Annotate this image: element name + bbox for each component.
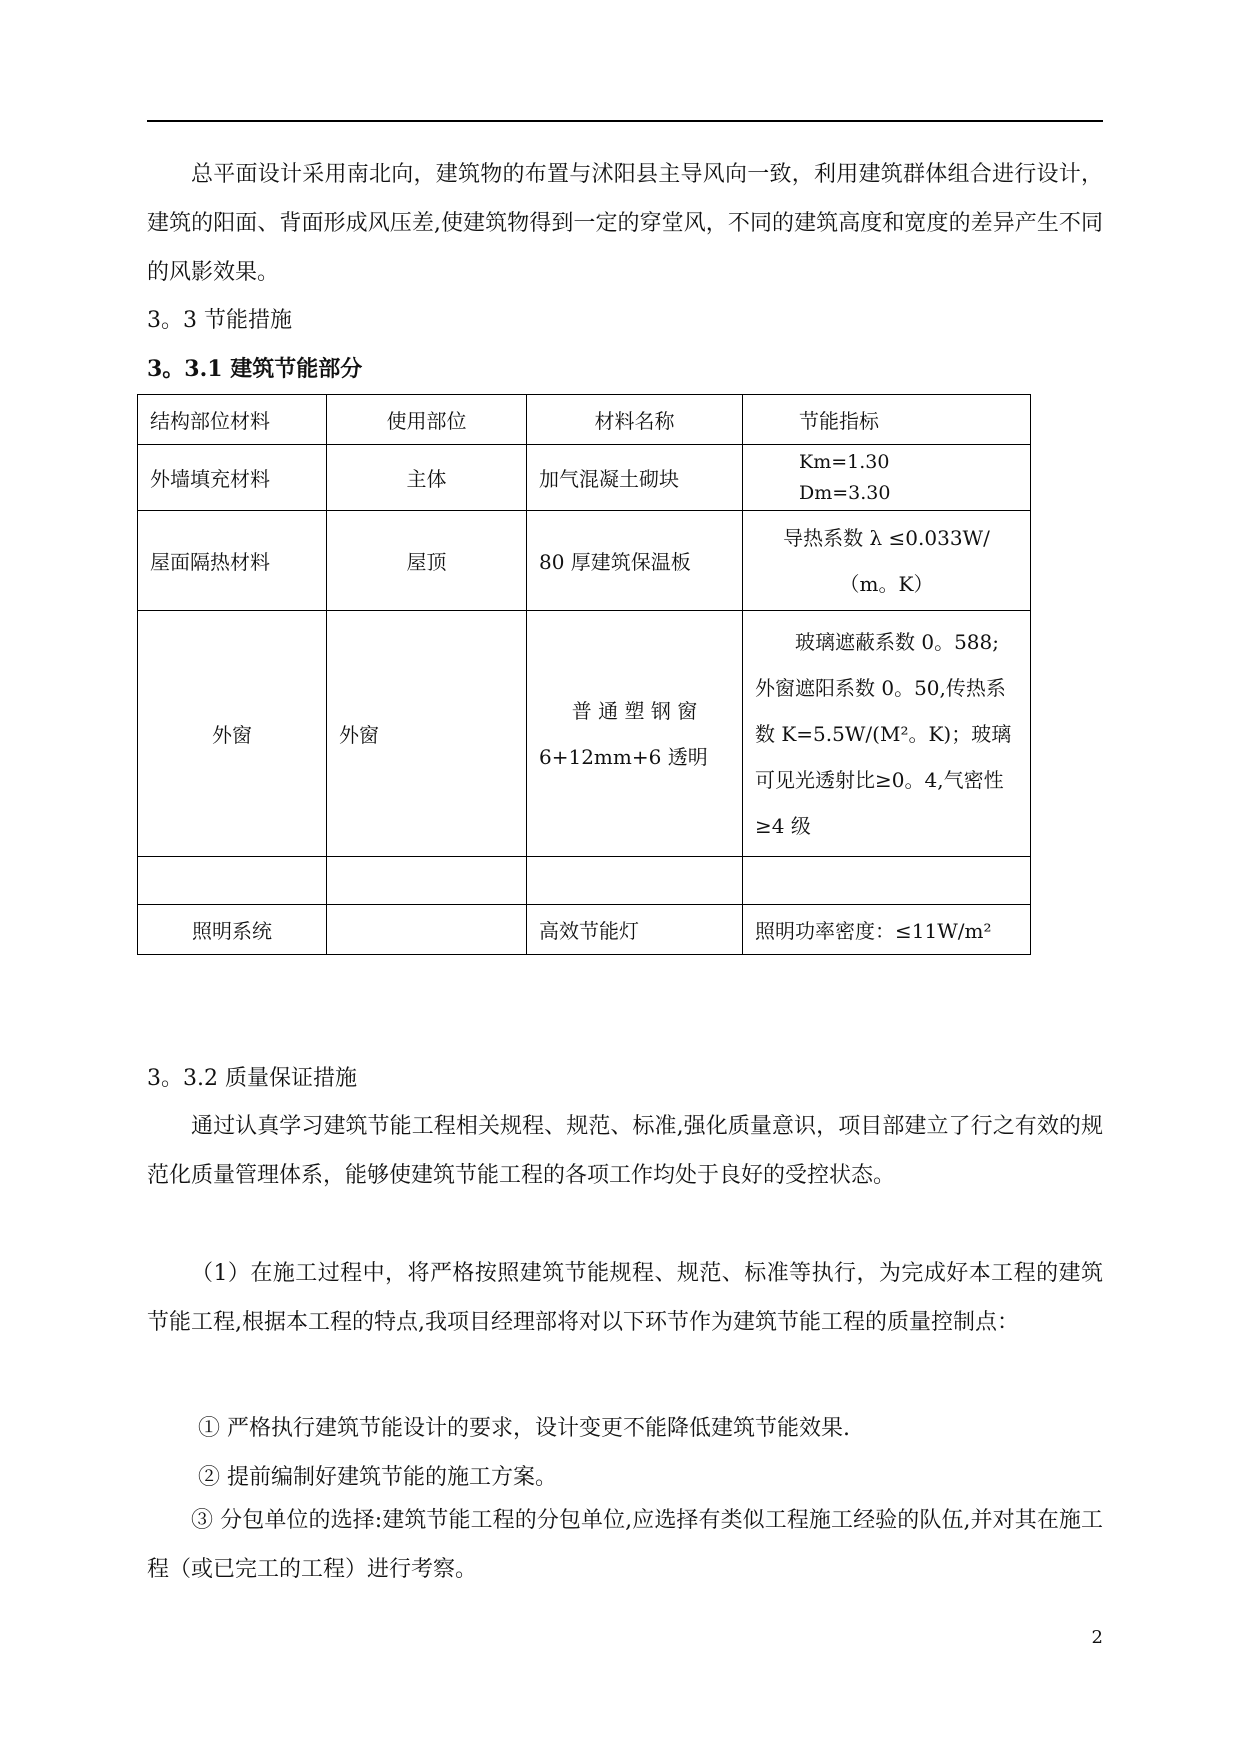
- table-cell: [527, 857, 743, 905]
- header-cell: 结构部位材料: [138, 395, 327, 445]
- index-line: Dm=3.30: [799, 481, 891, 504]
- header-rule: [147, 120, 1103, 122]
- table-cell: 照明系统: [138, 905, 327, 955]
- table-row: [138, 511, 1031, 611]
- list-item-3: ③ 分包单位的选择:建筑节能工程的分包单位,应选择有类似工程施工经验的队伍,并对其在施工程（或已完工的工程）进行考察。: [147, 1508, 1103, 1582]
- table-cell: [327, 857, 527, 905]
- table-cell: [743, 445, 1031, 511]
- table-cell: 照明功率密度：≤11W/m²: [743, 905, 1031, 955]
- table-row: [138, 611, 1031, 857]
- table-cell: [138, 857, 327, 905]
- table-cell: [527, 611, 743, 857]
- quality-paragraph: 通过认真学习建筑节能工程相关规程、规范、标准,强化质量意识，项目部建立了行之有效的规范化质量管理体系，能够使建筑节能工程的各项工作均处于良好的受控状态。: [147, 1114, 1103, 1188]
- table-cell: 高效节能灯: [527, 905, 743, 955]
- section-heading-3-3: 3。3 节能措施: [147, 308, 292, 333]
- list-item-1: ① 严格执行建筑节能设计的要求，设计变更不能降低建筑节能效果.: [198, 1416, 850, 1441]
- list-item-2: ② 提前编制好建筑节能的施工方案。: [198, 1465, 557, 1490]
- table-cell: 外窗: [327, 611, 527, 857]
- table-cell: 80 厚建筑保温板: [527, 511, 743, 611]
- page-number: 2: [1091, 1627, 1103, 1648]
- table-row: [138, 857, 1031, 905]
- point-1-paragraph: （1）在施工过程中，将严格按照建筑节能规程、规范、标准等执行，为完成好本工程的建筑节能工程,根据本工程的特点,我项目经理部将对以下环节作为建筑节能工程的质量控制点：: [147, 1261, 1103, 1335]
- table-cell: 外墙填充材料: [138, 445, 327, 511]
- table-cell: 屋顶: [327, 511, 527, 611]
- header-cell: 节能指标: [743, 395, 1031, 445]
- index-line: Km=1.30: [799, 450, 890, 473]
- header-cell: 材料名称: [527, 395, 743, 445]
- table-cell: [327, 905, 527, 955]
- table-cell: 主体: [327, 445, 527, 511]
- energy-saving-table: [137, 394, 1031, 955]
- table-cell: [743, 857, 1031, 905]
- index-line: （m。K）: [839, 571, 934, 596]
- intro-paragraph: 总平面设计采用南北向，建筑物的布置与沭阳县主导风向一致，利用建筑群体组合进行设计，建筑的阳面、背面形成风压差,使建筑物得到一定的穿堂风，不同的建筑高度和宽度的差异产生不同的风影效果。: [147, 162, 1103, 285]
- table-cell: [743, 511, 1031, 611]
- table-header-row: [138, 395, 1031, 445]
- material-line: 6+12mm+6 透明: [539, 744, 708, 769]
- table-cell: 玻璃遮蔽系数 0。588;外窗遮阳系数 0。50,传热系数 K=5.5W/(M²。K)；玻璃可见光透射比≥0。4,气密性≥4 级: [743, 611, 1031, 857]
- table-cell: 加气混凝土砌块: [527, 445, 743, 511]
- table-row: [138, 445, 1031, 511]
- section-heading-3-3-1: 3。3.1 建筑节能部分: [147, 356, 363, 382]
- table-cell: 屋面隔热材料: [138, 511, 327, 611]
- header-cell: 使用部位: [327, 395, 527, 445]
- table-row: [138, 905, 1031, 955]
- section-heading-3-3-2: 3。3.2 质量保证措施: [147, 1066, 357, 1091]
- material-line: 普 通 塑 钢 窗: [571, 698, 698, 723]
- table-cell: 外窗: [138, 611, 327, 857]
- index-line: 导热系数 λ ≤0.033W/: [783, 525, 990, 550]
